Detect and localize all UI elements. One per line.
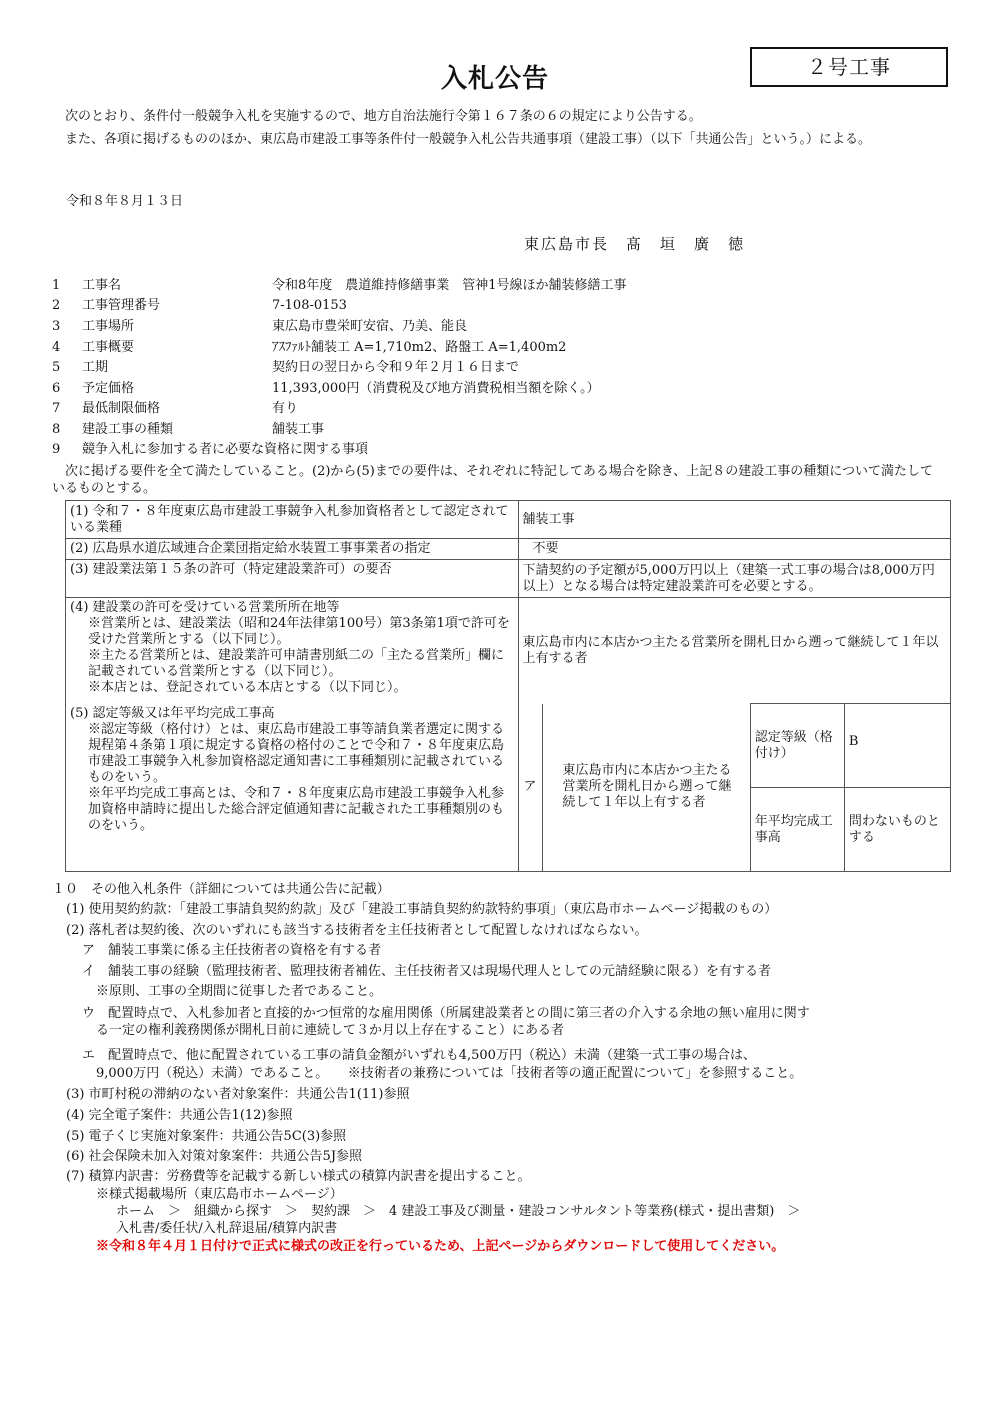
table-row	[66, 704, 951, 788]
item-label: 工事概要	[82, 340, 135, 355]
condition-5: (5) 電子くじ実施対象案件：共通公告5C(3)参照	[66, 1129, 347, 1144]
table-row	[66, 539, 951, 560]
note-head-office: ※本店とは、登記されている本店とする（以下同じ）。	[88, 680, 407, 695]
grade-header: 認定等級（格付け）	[750, 704, 844, 788]
item-label: 工事名	[82, 278, 122, 293]
note-average: ※年平均完成工事高とは、令和７・８年度東広島市建設工事競争入札参加資格申請時に提出した総合評定値通知書に記載された工事種類別のものをいう。	[88, 785, 505, 833]
item-label: 建設工事の種類	[82, 422, 174, 437]
condition-2i: イ 舗装工事の経験（監理技術者、監理技術者補佐、主任技術者又は現場代理人としての元請経験に限る）を有する者	[82, 964, 772, 979]
row-label	[66, 704, 519, 872]
grade-value: B	[844, 704, 950, 788]
list-item	[52, 318, 952, 338]
item-label: 競争入札に参加する者に必要な資格に関する事項	[82, 442, 369, 457]
item-value: ｱｽﾌｧﾙﾄ舗装工 A=1,710m2、路盤工 A=1,400m2	[272, 340, 567, 355]
list-item	[52, 441, 952, 461]
item-value: 有り	[272, 401, 299, 416]
row-value: 東広島市内に本店かつ主たる営業所を開札日から遡って継続して１年以上有する者	[518, 598, 951, 704]
form-location-path-end: 入札書/委任状/入札辞退届/積算内訳書	[116, 1221, 338, 1236]
list-item	[52, 297, 952, 317]
item-number: 7	[52, 401, 61, 416]
announcement-date: 令和８年８月１３日	[66, 194, 184, 209]
item-value: 11,393,000円（消費税及び地方消費税相当額を除く。）	[272, 381, 600, 396]
list-item	[52, 421, 952, 441]
qualification-table	[65, 500, 951, 872]
condition-2e-line1: エ 配置時点で、他に配置されている工事の請負金額がいずれも4,500万円（税込）未満（建築一式工事の場合は、	[82, 1048, 756, 1063]
item-label: 最低制限価格	[82, 401, 161, 416]
item-number: 4	[52, 340, 61, 355]
note-grade: ※認定等級（格付け）とは、東広島市建設工事等請負業者選定に関する規程第４条第１項に規定する資格の格付のことで令和７・８年度東広島市建設工事競争入札参加資格認定通知書に工事種類別に記載されているものをいう。	[88, 721, 505, 785]
condition-6: (6) 社会保険未加入対策対象案件：共通公告5J参照	[66, 1149, 363, 1164]
item-number: 5	[52, 360, 61, 375]
item-value: 7-108-0153	[272, 298, 347, 313]
list-item	[52, 400, 952, 420]
list-item	[52, 277, 952, 297]
item-label: 工事場所	[82, 319, 135, 334]
table-row	[66, 501, 951, 539]
condition-7: (7) 積算内訳書：労務費等を記載する新しい様式の積算内訳書を提出すること。	[66, 1169, 531, 1184]
row-label: (2) 広島県水道広域連合企業団指定給水装置工事事業者の指定	[66, 539, 519, 560]
item-number: 3	[52, 319, 61, 334]
table-row	[66, 560, 951, 598]
item-number: 8	[52, 422, 61, 437]
list-item	[52, 339, 952, 359]
condition-1: (1) 使用契約約款：「建設工事請負契約約款」及び「建設工事請負契約約款特約事項」（東広島市ホームページ掲載のもの）	[66, 902, 778, 917]
qualification-intro: 次に掲げる要件を全て満たしていること。(2)から(5)までの要件は、それぞれに特記してある場合を除き、上記８の建設工事の種類について満たしているものとする。	[52, 464, 934, 496]
row-value: 不要	[518, 539, 951, 560]
permit-location-label: (4) 建設業の許可を受けている営業所所在地等	[70, 600, 340, 615]
condition-2i-note: ※原則、工事の全期間に従事した者であること。	[96, 984, 383, 999]
row-label: (3) 建設業法第１５条の許可（特定建設業許可）の要否	[66, 560, 519, 598]
item-value: 東広島市豊栄町安宿、乃美、能良	[272, 319, 468, 334]
condition-2u-line2: る一定の権利義務関係が開札日前に連続して３か月以上存在すること）にある者	[96, 1023, 565, 1038]
list-item	[52, 380, 952, 400]
list-item	[52, 359, 952, 379]
mayor-signature: 東広島市長 髙 垣 廣 徳	[524, 235, 746, 253]
table-row	[66, 598, 951, 704]
item-value: 契約日の翌日から令和９年２月１６日まで	[272, 360, 520, 375]
condition-2u-line1: ウ 配置時点で、入札参加者と直接的かつ恒常的な雇用関係（所属建設業者との間に第三者の介入する余地の無い雇用に関す	[82, 1006, 810, 1021]
condition-7-note: ※様式掲載場所（東広島市ホームページ）	[96, 1187, 343, 1202]
row-label	[66, 598, 519, 704]
row-label: (1) 令和７・８年度東広島市建設工事競争入札参加資格者として認定されている業種	[66, 501, 519, 539]
item-value: 舗装工事	[272, 422, 325, 437]
form-location-path: ホーム ＞ 組織から探す ＞ 契約課 ＞ 4 建設工事及び測量・建設コンサルタント等業務(様式・提出書類) ＞	[116, 1204, 801, 1219]
form-revision-warning: ※令和８年４月１日付けで正式に様式の改正を行っているため、上記ページからダウンロードして使用してください。	[96, 1239, 785, 1254]
condition-2: (2) 落札者は契約後、次のいずれにも該当する技術者を主任技術者として配置しなければならない。	[66, 923, 648, 938]
average-value: 問わないものとする	[844, 788, 950, 872]
intro-paragraph-1: 次のとおり、条件付一般競争入札を実施するので、地方自治法施行令第１６７条の６の規定により公告する。	[65, 109, 702, 124]
item-number: 6	[52, 381, 61, 396]
condition-3: (3) 市町村税の滞納のない者対象案件：共通公告1(11)参照	[66, 1087, 410, 1102]
page-title: 入札公告	[441, 64, 550, 94]
item-label: 予定価格	[82, 381, 135, 396]
intro-paragraph-2: また、各項に掲げるもののほか、東広島市建設工事等条件付一般競争入札公告共通事項（建設工事）（以下「共通公告」という。）による。	[65, 132, 872, 147]
condition-text: 東広島市内に本店かつ主たる営業所を開札日から遡って継続して１年以上有する者	[542, 704, 750, 872]
item-value: 令和8年度 農道維持修繕事業 管神1号線ほか舗装修繕工事	[272, 278, 627, 293]
average-header: 年平均完成工事高	[750, 788, 844, 872]
note-main-office: ※主たる営業所とは、建設業許可申請書別紙二の「主たる営業所」欄に記載されている営業所とする（以下同じ）。	[88, 648, 505, 679]
item-number: 1	[52, 278, 61, 293]
item-number: 2	[52, 298, 61, 313]
condition-mark: ア	[518, 704, 542, 872]
item-number: 9	[52, 442, 61, 457]
item-label: 工事管理番号	[82, 298, 161, 313]
note-office: ※営業所とは、建設業法（昭和24年法律第100号）第3条第1項で許可を受けた営業所とする（以下同じ）。	[88, 616, 510, 647]
row-value: 下請契約の予定額が5,000万円以上（建築一式工事の場合は8,000万円以上）となる場合は特定建設業許可を必要とする。	[518, 560, 951, 598]
condition-2e-line2: 9,000万円（税込）未満）であること。 ※技術者の兼務については「技術者等の適正配置について」を参照すること。	[96, 1066, 803, 1081]
grade-label: (5) 認定等級又は年平均完成工事高	[70, 705, 275, 721]
condition-4: (4) 完全電子案件：共通公告1(12)参照	[66, 1108, 293, 1123]
condition-2a: ア 舗装工事業に係る主任技術者の資格を有する者	[82, 943, 382, 958]
section10-heading: １０ その他入札条件（詳細については共通公告に記載）	[52, 882, 390, 897]
construction-number-badge: ２号工事	[750, 47, 948, 87]
row-value: 舗装工事	[518, 501, 951, 539]
item-label: 工期	[82, 360, 109, 375]
